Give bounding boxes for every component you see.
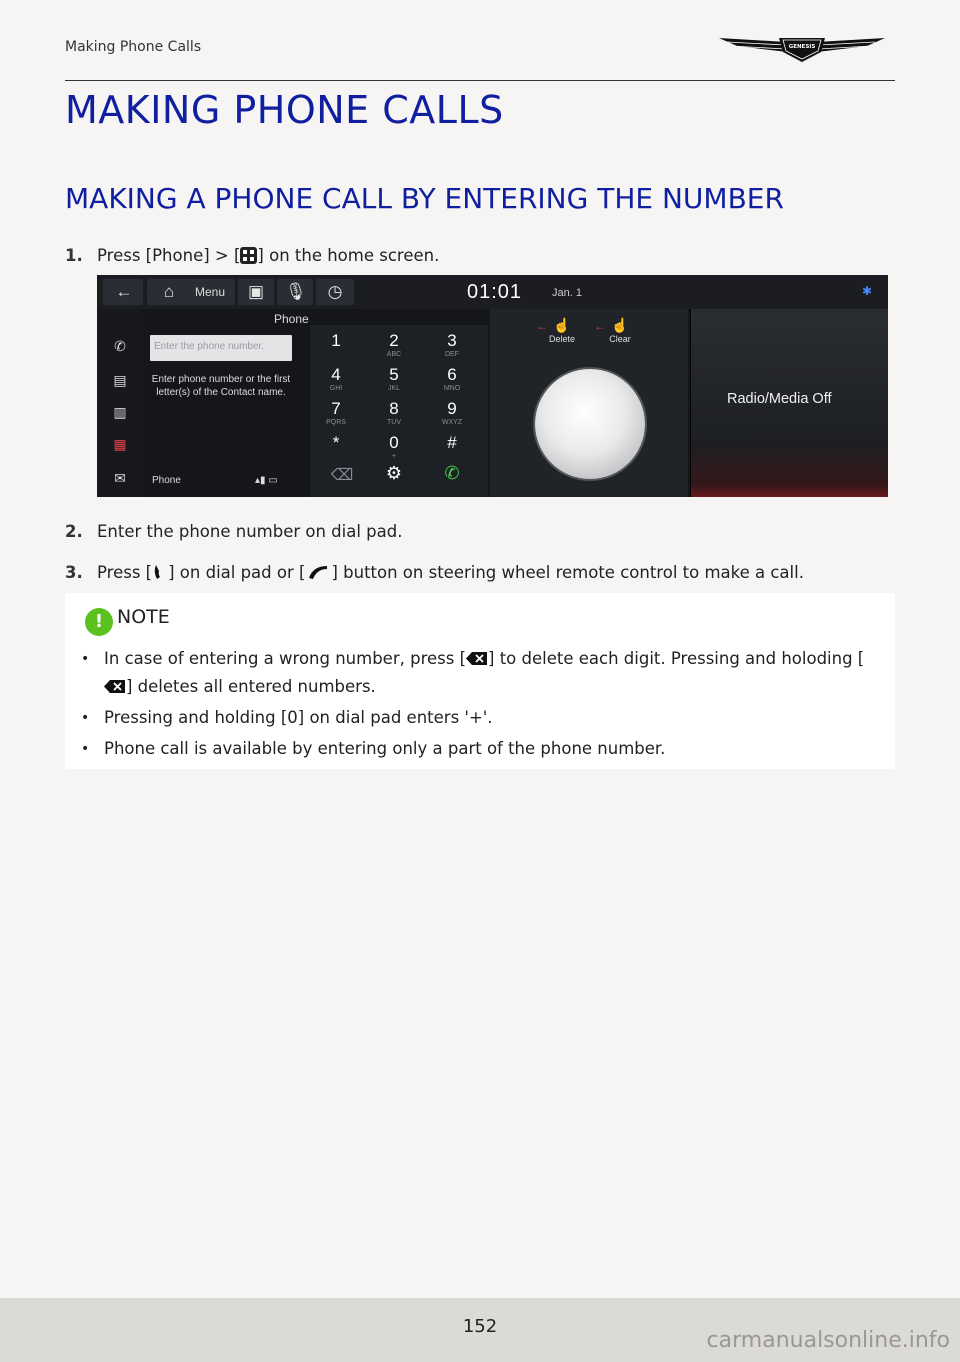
dial-key[interactable]: 5 JKL [387, 365, 401, 392]
list-item: • In case of entering a wrong number, press [ ] to delete each digit. Pressing and holoding [] deletes all entered numbers. [75, 645, 865, 701]
step-number: 3. [65, 563, 83, 582]
hand-swipe-icon: ☝ [611, 317, 629, 333]
list-item: • Pressing and holding [0] on dial pad enters '+'. [75, 704, 865, 732]
delete-icon[interactable]: ⌫ [330, 467, 354, 484]
clear-gesture: ← ☝ Clear [598, 317, 642, 344]
split-screen-icon[interactable]: ▣ [247, 282, 265, 301]
phone-sidebar [97, 309, 143, 497]
section-title: MAKING A PHONE CALL BY ENTERING THE NUMBER [65, 182, 784, 215]
phone-number-input[interactable]: Enter the phone number. [150, 335, 292, 361]
step-number: 2. [65, 522, 83, 541]
dial-key[interactable]: 3 DEF [445, 331, 459, 358]
dial-key[interactable]: 2 ABC [386, 331, 402, 358]
steering-call-icon [305, 563, 331, 581]
breadcrumb: Making Phone Calls [65, 39, 202, 55]
step-number: 1. [65, 246, 83, 265]
screen-title: Phone [274, 312, 309, 326]
arrow-left-icon: ← [536, 319, 548, 333]
back-icon[interactable]: ← [115, 282, 133, 301]
input-hint: Enter phone number or the first letter(s) of the Contact name. [151, 374, 291, 398]
note-list [75, 645, 865, 766]
dial-key[interactable]: # [447, 433, 457, 452]
dial-key[interactable]: * [332, 433, 340, 452]
microphone-icon[interactable]: 🎙 [285, 282, 307, 301]
watermark: carmanualsonline.info [706, 1328, 950, 1353]
contacts-icon[interactable]: ▥ [113, 404, 127, 420]
dial-key[interactable]: 4 GHI [329, 365, 343, 392]
messages-icon[interactable]: ✉ [114, 470, 126, 486]
dial-key[interactable]: 9 WXYZ [441, 399, 463, 426]
exclamation-icon: ! [85, 608, 113, 636]
step-1: 1. Press [Phone] > [ ] on the home screen. [65, 246, 440, 265]
delete-gesture: ← ☝ Delete [540, 317, 584, 344]
favorites-icon[interactable]: ▤ [113, 372, 127, 388]
top-bar [97, 275, 888, 309]
list-item: • Phone call is available by entering only a part of the phone number. [75, 735, 865, 763]
call-icon [152, 563, 168, 581]
hand-swipe-icon: ☝ [553, 317, 571, 333]
media-status: Radio/Media Off [727, 391, 832, 407]
timer-icon[interactable]: ◷ [327, 282, 343, 301]
dial-key[interactable]: 7 PQRS [326, 399, 346, 426]
page-title: MAKING PHONE CALLS [65, 88, 504, 132]
note-heading: ! NOTE [85, 606, 170, 636]
dial-pad-icon[interactable]: ▦ [113, 436, 127, 452]
delete-icon [466, 651, 488, 666]
device-label: Phone [152, 475, 181, 486]
step-3: 3. Press [ ] on dial pad or [ ] button on steering wheel remote control to make a call. [65, 563, 804, 582]
bluetooth-icon: ✱ [862, 284, 873, 298]
menu-button[interactable]: Menu [195, 285, 226, 299]
page-number: 152 [462, 1316, 498, 1337]
delete-icon [104, 679, 126, 694]
dial-pad-icon [240, 247, 257, 264]
signal-battery-icon: ▴▮ ▭ [255, 475, 278, 486]
note-box [65, 593, 895, 769]
phone-dial-screen [97, 275, 888, 497]
clock-date: Jan. 1 [552, 287, 582, 299]
dial-key[interactable]: 6 MNO [443, 365, 461, 392]
handwriting-pad[interactable] [535, 369, 645, 479]
arrow-left-icon: ← [594, 319, 606, 333]
media-panel[interactable] [690, 309, 888, 497]
step-2: 2. Enter the phone number on dial pad. [65, 522, 403, 541]
genesis-logo [717, 30, 887, 64]
logo-text: GENESIS [788, 44, 816, 50]
call-history-icon[interactable]: ✆ [114, 338, 126, 354]
clock-time: 01:01 [467, 281, 523, 303]
home-icon[interactable]: ⌂ [163, 282, 175, 301]
dial-key[interactable]: 1 [331, 331, 341, 350]
settings-icon[interactable]: ⚙ [385, 463, 403, 483]
dial-key[interactable]: 8 TUV [387, 399, 401, 426]
call-icon[interactable]: ✆ [444, 463, 460, 483]
dial-key[interactable]: 0 + [389, 433, 399, 460]
page-header [65, 36, 895, 81]
